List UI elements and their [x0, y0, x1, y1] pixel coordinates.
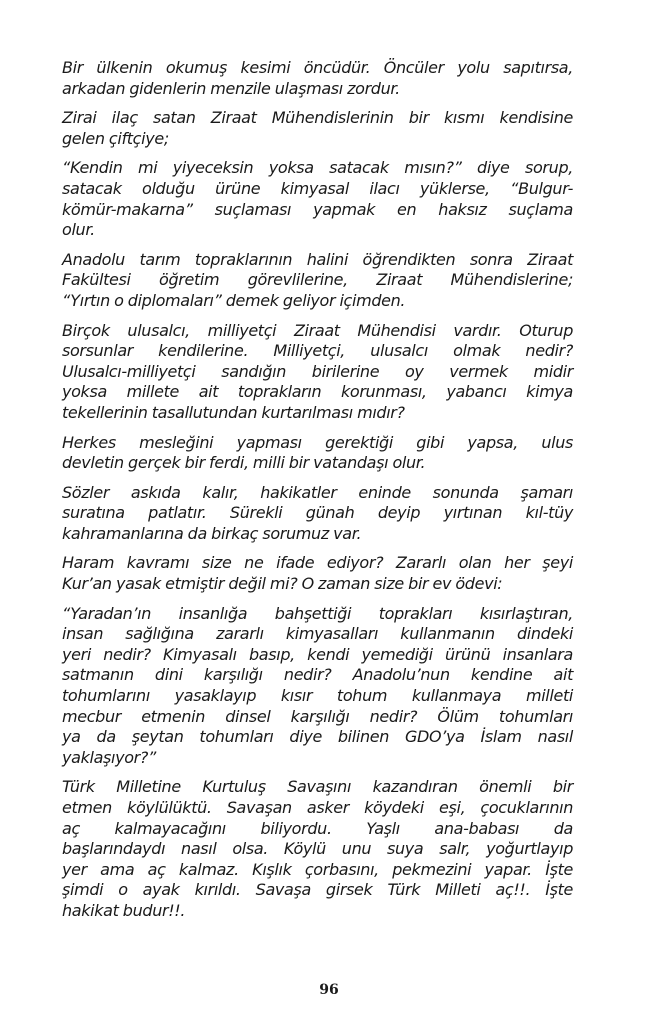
text-line: devletin gerçek bir ferdi, milli bir vatandaşı olur.: [62, 453, 426, 473]
text-line: “Kendin mi yiyeceksin yoksa satacak mısın?” diye sorup,: [62, 158, 573, 178]
paragraph-2: [62, 108, 573, 149]
text-line: yoksa millete ait toprakların korunması, yabancı kimya: [62, 382, 573, 402]
text-line: “Yaradan’ın insanlığa bahşettiği toprakları kısırlaştıran,: [62, 603, 573, 623]
text-line: Ulusalcı-milliyetçi sandığın birilerine oy vermek midir: [62, 361, 573, 381]
text-line: şimdi o ayak kırıldı. Savaşa girsek Türk Milleti aç!!. İşte: [62, 880, 573, 900]
text-line: Herkes mesleğini yapması gerektiği gibi yapsa, ulus: [62, 432, 573, 452]
paragraph-1: [62, 58, 573, 99]
text-line: yaklaşıyor?”: [62, 747, 156, 767]
text-line: olur.: [62, 220, 95, 240]
text-line: tekellerinin tasallutundan kurtarılması mıdır?: [62, 402, 405, 422]
paragraph-5: [62, 321, 573, 424]
text-line: hakikat budur!!.: [62, 900, 186, 920]
paragraph-8: [62, 553, 573, 594]
text-line: tohumlarını yasaklayıp kısır tohum kullanmaya milleti: [62, 686, 573, 706]
body-text: [62, 58, 573, 931]
paragraph-4: [62, 250, 573, 312]
text-line: gelen çiftçiye;: [62, 128, 169, 148]
text-line: arkadan gidenlerin menzile ulaşması zordur.: [62, 78, 400, 98]
text-line: “Yırtın o diplomaları” demek geliyor içimden.: [62, 290, 406, 310]
paragraph-9-quote: [62, 604, 573, 769]
paragraph-6: [62, 433, 573, 474]
text-line: Sözler askıda kalır, hakikatler eninde sonunda şamarı: [62, 482, 573, 502]
text-line: mecbur etmenin dinsel karşılığı nedir? Ölüm tohumları: [62, 706, 573, 726]
text-line: sorsunlar kendilerine. Milliyetçi, ulusalcı olmak nedir?: [62, 341, 573, 361]
paragraph-10: [62, 777, 573, 921]
text-line: kömür-makarna” suçlaması yapmak en haksız suçlama: [62, 199, 573, 219]
text-line: Anadolu tarım topraklarının halini öğrendikten sonra Ziraat: [62, 249, 573, 269]
text-line: Birçok ulusalcı, milliyetçi Ziraat Mühendisi vardır. Oturup: [62, 320, 573, 340]
text-line: suratına patlatır. Sürekli günah deyip yırtınan kıl-tüy: [62, 503, 573, 523]
text-line: Zirai ilaç satan Ziraat Mühendislerinin bir kısmı kendisine: [62, 108, 573, 128]
text-line: satmanın dini karşılığı nedir? Anadolu’nun kendine ait: [62, 665, 573, 685]
text-line: kahramanlarına da birkaç sorumuz var.: [62, 523, 362, 543]
text-line: yeri nedir? Kimyasalı basıp, kendi yemediği ürünü insanlara: [62, 644, 573, 664]
text-line: ya da şeytan tohumları diye bilinen GDO’ya İslam nasıl: [62, 727, 573, 747]
text-line: Bir ülkenin okumuş kesimi öncüdür. Öncüler yolu sapıtırsa,: [62, 58, 573, 77]
text-line: Fakültesi öğretim görevlilerine, Ziraat Mühendislerine;: [62, 270, 573, 290]
text-line: başlarındaydı nasıl olsa. Köylü unu suya salr, yoğurtlayıp: [62, 839, 573, 859]
text-line: satacak olduğu ürüne kimyasal ilacı yüklerse, “Bulgur-: [62, 178, 573, 198]
text-line: yer ama aç kalmaz. Kışlık çorbasını, pekmezini yapar. İşte: [62, 859, 573, 879]
text-line: Haram kavramı size ne ifade ediyor? Zararlı olan her şeyi: [62, 553, 573, 573]
text-line: etmen köylülüktü. Savaşan asker köydeki eşi, çocuklarının: [62, 798, 573, 817]
paragraph-3: [62, 158, 573, 240]
text-line: insan sağlığına zararlı kimyasalları kullanmanın dindeki: [62, 624, 573, 644]
text-line: aç kalmayacağını biliyordu. Yaşlı ana-babası da: [62, 818, 573, 838]
paragraph-7: [62, 483, 573, 545]
text-line: Türk Milletine Kurtuluş Savaşını kazandıran önemli bir: [62, 777, 573, 797]
page-number: 96: [319, 982, 339, 998]
text-line: Kur’an yasak etmiştir değil mi? O zaman size bir ev ödevi:: [62, 574, 503, 594]
